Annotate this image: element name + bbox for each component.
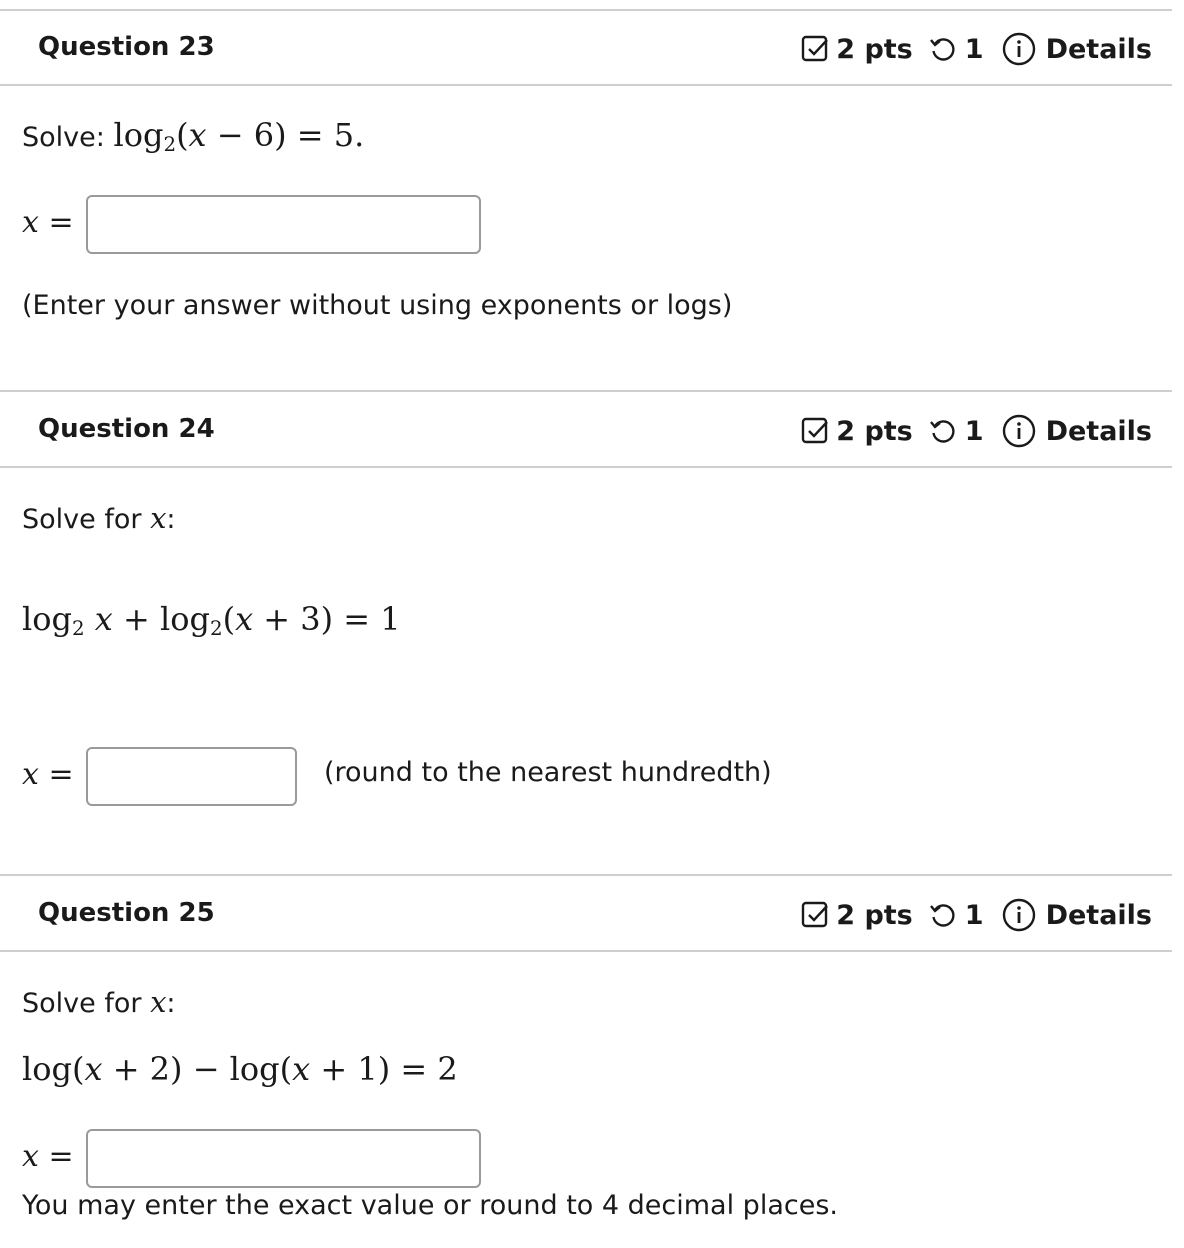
retry-icon — [929, 901, 957, 929]
attempts-count: 1 — [964, 899, 984, 931]
question-25-meta — [800, 898, 1152, 932]
checkbox-icon — [800, 900, 830, 930]
question-25-title: Question 25 — [38, 898, 215, 928]
question-24-title: Question 24 — [38, 414, 215, 444]
question-23-prompt — [22, 116, 364, 156]
points-label: 2 pts — [836, 33, 913, 65]
question-23-title: Question 23 — [38, 32, 215, 62]
points-label: 2 pts — [836, 415, 913, 447]
points-label: 2 pts — [836, 899, 913, 931]
question-23-meta — [800, 32, 1152, 66]
divider — [0, 874, 1172, 876]
question-25-prompt: Solve for x: — [22, 985, 176, 1019]
question-24-prompt: Solve for x: — [22, 501, 176, 535]
question-24-equation: $\log_2 x + \log_2(x + 3) = 1$ — [22, 600, 401, 640]
checkbox-icon — [800, 34, 830, 64]
question-25-equation: log(x + 2) − log(x + 1) = 2 — [22, 1050, 458, 1088]
info-icon[interactable] — [1002, 414, 1036, 448]
answer-label: x = — [22, 205, 74, 240]
answer-label: x = — [22, 757, 74, 792]
answer-input[interactable] — [86, 1129, 481, 1188]
info-icon[interactable] — [1002, 898, 1036, 932]
attempts-count: 1 — [964, 33, 984, 65]
answer-input[interactable] — [86, 747, 297, 806]
details-link[interactable]: Details — [1045, 415, 1152, 447]
divider — [0, 9, 1172, 11]
equation: $\log_2(x - 6) = 5$. — [113, 116, 365, 156]
question-25-note: You may enter the exact value or round to 4 decimal places. — [22, 1190, 838, 1221]
details-link[interactable]: Details — [1045, 33, 1152, 65]
question-23-note: (Enter your answer without using exponents or logs) — [22, 290, 733, 321]
question-24-meta — [800, 414, 1152, 448]
prompt-label: Solve: — [22, 122, 105, 153]
divider — [0, 950, 1172, 952]
divider — [0, 84, 1172, 86]
retry-icon — [929, 417, 957, 445]
answer-input[interactable] — [86, 195, 481, 254]
details-link[interactable]: Details — [1045, 899, 1152, 931]
attempts-count: 1 — [964, 415, 984, 447]
question-24-note: (round to the nearest hundredth) — [324, 757, 772, 788]
divider — [0, 466, 1172, 468]
divider — [0, 390, 1172, 392]
retry-icon — [929, 35, 957, 63]
info-icon[interactable] — [1002, 32, 1036, 66]
answer-label: x = — [22, 1139, 74, 1174]
checkbox-icon — [800, 416, 830, 446]
